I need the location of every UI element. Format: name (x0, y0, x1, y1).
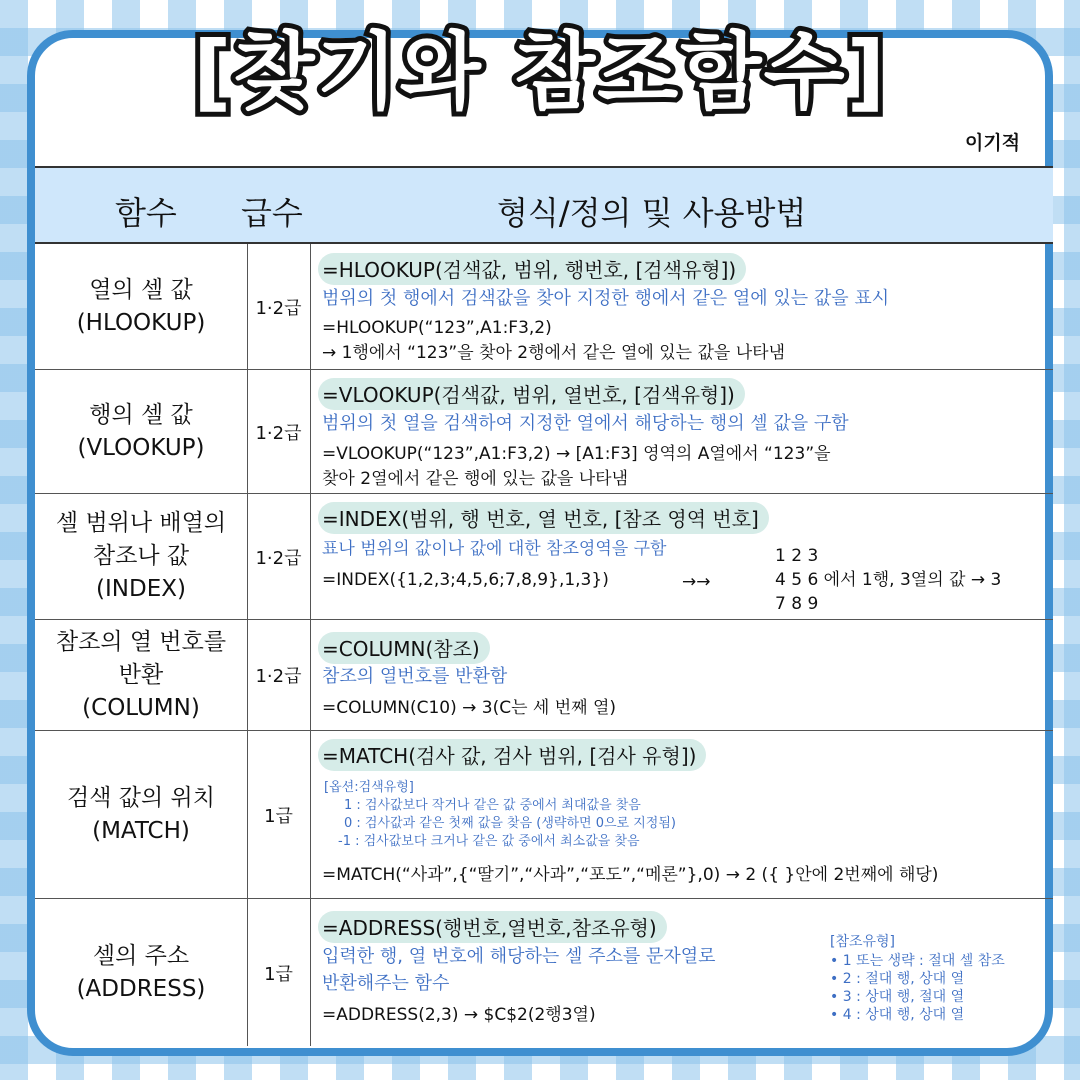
table-row-column (35, 620, 1053, 731)
syntax: =INDEX(범위, 행 번호, 열 번호, [참조 영역 번호] (318, 502, 769, 534)
usage-cell (310, 494, 1053, 619)
ref-type-item: • 2 : 절대 행, 상대 열 (830, 971, 965, 987)
table-row-vlookup (35, 370, 1053, 494)
function-name: 행의 셀 값 (VLOOKUP) (77, 401, 205, 461)
grade: 1·2급 (255, 547, 302, 569)
usage-cell (310, 620, 1053, 730)
matrix-row: 4 5 6 에서 1행, 3열의 값 → 3 (775, 570, 1002, 590)
definition: 범위의 첫 열을 검색하여 지정한 열에서 해당하는 행의 셀 값을 구함 (322, 413, 849, 434)
ref-type-item: • 4 : 상대 행, 상대 열 (830, 1007, 965, 1023)
arrow-symbol: →→ (682, 572, 711, 592)
definition: 표나 범위의 값이나 값에 대한 참조영역을 구함 (322, 539, 667, 559)
syntax: =VLOOKUP(검색값, 범위, 열번호, [검색유형]) (318, 378, 745, 410)
function-name: 셀 범위나 배열의 참조나 값 (INDEX) (55, 510, 227, 602)
header-usage: 형식/정의 및 사용방법 (497, 194, 807, 232)
example-line: =COLUMN(C10) → 3(C는 세 번째 열) (322, 698, 617, 718)
example-line: =INDEX({1,2,3;4,5,6;7,8,9},1,3}) (322, 570, 609, 590)
function-name: 검색 값의 위치 (MATCH) (67, 784, 215, 844)
grade: 1·2급 (255, 297, 302, 319)
usage-cell (310, 370, 1053, 493)
function-table (35, 166, 1053, 1046)
table-row-index (35, 494, 1053, 620)
table-row-match (35, 731, 1053, 899)
syntax: =ADDRESS(행번호,열번호,참조유형) (318, 911, 667, 943)
column-divider (247, 244, 248, 1046)
table-header (35, 166, 1053, 244)
ref-type-item: • 1 또는 생략 : 절대 셀 참조 (830, 953, 1005, 969)
function-name: 셀의 주소 (ADDRESS) (76, 942, 206, 1002)
option-item: -1 : 검사값보다 크거나 같은 값 중에서 최소값을 찾음 (338, 834, 640, 849)
title-area (0, 0, 1080, 150)
option-item: 0 : 검사값과 같은 첫째 값을 찾음 (생략하면 0으로 지정됨) (344, 816, 676, 831)
syntax: =HLOOKUP(검색값, 범위, 행번호, [검색유형]) (318, 253, 746, 285)
grade: 1급 (264, 963, 293, 985)
syntax: =COLUMN(참조) (318, 632, 490, 664)
example-line: =ADDRESS(2,3) → $C$2(2행3열) (322, 1005, 596, 1025)
usage-cell (310, 899, 1053, 1046)
ref-type-item: • 3 : 상대 행, 절대 열 (830, 989, 965, 1005)
example-line: → 1행에서 “123”을 찾아 2행에서 같은 열에 있는 값을 나타냄 (322, 343, 786, 363)
example-line: 찾아 2열에서 같은 행에 있는 값을 나타냄 (322, 469, 628, 489)
example-line: =MATCH(“사과”,{“딸기”,“사과”,“포도”,“메론”},0) → 2 ({ }안에 2번째에 해당) (322, 865, 939, 885)
definition: 입력한 행, 열 번호에 해당하는 셀 주소를 문자열로 (322, 946, 716, 967)
option-title: [옵션:검색유형] (324, 780, 414, 795)
grade: 1·2급 (255, 666, 302, 687)
grade: 1급 (264, 805, 293, 827)
syntax: =MATCH(검사 값, 검사 범위, [검사 유형]) (318, 739, 706, 771)
example-line: =VLOOKUP(“123”,A1:F3,2) → [A1:F3] 영역의 A열에서 “123”을 (322, 444, 831, 464)
definition: 범위의 첫 행에서 검색값을 찾아 지정한 행에서 같은 열에 있는 값을 표시 (322, 288, 890, 309)
ref-type-title: [참조유형] (830, 934, 896, 950)
column-divider (310, 244, 311, 1046)
header-grade: 급수 (241, 194, 303, 232)
option-item: 1 : 검사값보다 작거나 같은 값 중에서 최대값을 찾음 (344, 798, 641, 813)
grade: 1·2급 (255, 422, 302, 444)
definition: 참조의 열번호를 반환함 (322, 666, 508, 687)
example-line: =HLOOKUP(“123”,A1:F3,2) (322, 318, 552, 338)
definition: 반환해주는 함수 (322, 973, 450, 994)
header-function: 함수 (115, 194, 177, 232)
table-row-address (35, 899, 1053, 1046)
function-name: 열의 셀 값 (HLOOKUP) (76, 276, 206, 336)
function-name: 참조의 열 번호를 반환 (COLUMN) (55, 628, 227, 721)
matrix-row: 7 8 9 (775, 594, 819, 614)
page-title: [찾기와 참조함수] (192, 23, 888, 121)
usage-cell (310, 244, 1053, 369)
table-row-hlookup (35, 244, 1053, 370)
author-label: 이기적 (965, 132, 1021, 154)
matrix-row: 1 2 3 (775, 546, 819, 566)
usage-cell (310, 731, 1053, 898)
